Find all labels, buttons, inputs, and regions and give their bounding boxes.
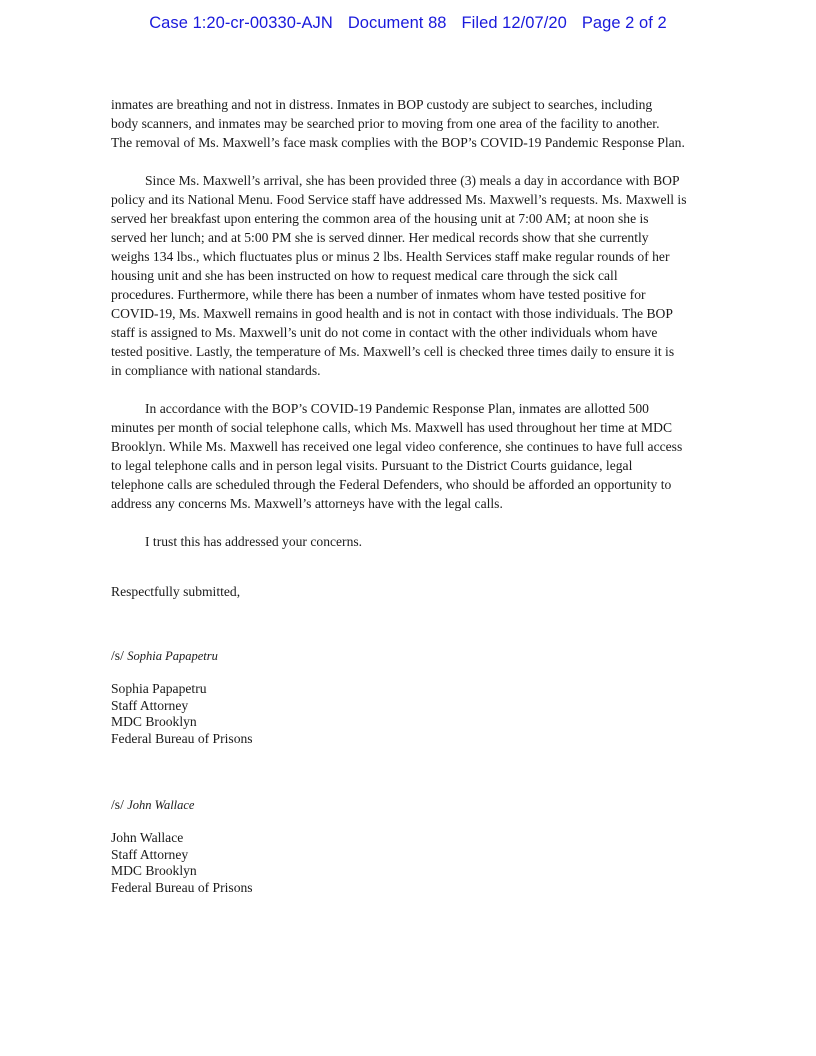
text-line: body scanners, and inmates may be searched prior to moving from one area of the facility to another. <box>111 116 660 131</box>
paragraph-meals-health <box>111 171 711 380</box>
text-line: housing unit and she has been instructed on how to request medical care through the sick call <box>111 268 618 283</box>
signature-block-1 <box>111 681 253 747</box>
text-line: I trust this has addressed your concerns. <box>145 534 363 549</box>
signature-prefix: /s/ <box>111 797 128 812</box>
signer-agency: Federal Bureau of Prisons <box>111 879 253 895</box>
text-line: tested positive. Lastly, the temperature of Ms. Maxwell’s cell is checked three times daily to ensure it is <box>111 344 675 359</box>
text-line: staff is assigned to Ms. Maxwell’s unit do not come in contact with the other individuals whom have <box>111 325 658 340</box>
paragraph-closing-remark <box>111 532 711 551</box>
signer-name: John Wallace <box>111 830 184 845</box>
text-line: The removal of Ms. Maxwell’s face mask complies with the BOP’s COVID-19 Pandemic Response Plan. <box>111 135 685 150</box>
closing <box>111 582 711 601</box>
page-indicator: Page 2 of 2 <box>581 14 667 32</box>
text-line: COVID-19, Ms. Maxwell remains in good health and is not in contact with those individuals. The BOP <box>111 306 673 321</box>
signature-prefix: /s/ <box>111 648 128 663</box>
signature-name: Sophia Papapetru <box>127 649 218 663</box>
text-line: served her lunch; and at 5:00 PM she is served dinner. Her medical records show that she currently <box>111 230 649 245</box>
text-line: inmates are breathing and not in distress. Inmates in BOP custody are subject to searches, including <box>111 97 653 112</box>
document-number: Document 88 <box>347 14 447 32</box>
filed-date: Filed 12/07/20 <box>461 14 567 32</box>
signer-office: MDC Brooklyn <box>111 863 197 878</box>
text-line: Brooklyn. While Ms. Maxwell has received one legal video conference, she continues to have full access <box>111 439 683 454</box>
signer-agency: Federal Bureau of Prisons <box>111 730 253 746</box>
text-line: to legal telephone calls and in person legal visits. Pursuant to the District Courts guidance, legal <box>111 458 633 473</box>
text-line: minutes per month of social telephone calls, which Ms. Maxwell has used throughout her time at MDC <box>111 420 673 435</box>
signer-title: Staff Attorney <box>111 846 189 862</box>
electronic-signature-1 <box>111 648 218 664</box>
case-number: Case 1:20-cr-00330-AJN <box>149 14 333 32</box>
signer-office: MDC Brooklyn <box>111 714 197 729</box>
text-line: policy and its National Menu. Food Service staff have addressed Ms. Maxwell’s requests. Ms. Maxwell is <box>111 192 687 207</box>
text-line: telephone calls are scheduled through the Federal Defenders, who should be afforded an opportunity to <box>111 477 672 492</box>
paragraph-telephone-calls <box>111 399 711 513</box>
ecf-header <box>0 14 816 33</box>
signature-block-2 <box>111 830 253 896</box>
closing-text: Respectfully submitted, <box>111 584 241 599</box>
signature-name: John Wallace <box>127 798 195 812</box>
text-line: procedures. Furthermore, while there has been a number of inmates whom have tested positive for <box>111 287 646 302</box>
signer-name: Sophia Papapetru <box>111 681 207 696</box>
text-line: weighs 134 lbs., which fluctuates plus or minus 2 lbs. Health Services staff make regular rounds of her <box>111 249 670 264</box>
text-line: In accordance with the BOP’s COVID-19 Pandemic Response Plan, inmates are allotted 500 <box>145 401 649 416</box>
text-line: in compliance with national standards. <box>111 363 321 378</box>
text-line: Since Ms. Maxwell’s arrival, she has been provided three (3) meals a day in accordance with BOP <box>145 173 680 188</box>
text-line: address any concerns Ms. Maxwell’s attorneys have with the legal calls. <box>111 496 503 511</box>
text-line: served her breakfast upon entering the common area of the housing unit at 7:00 AM; at noon she is <box>111 211 649 226</box>
electronic-signature-2 <box>111 797 194 813</box>
paragraph-continuation <box>111 95 711 152</box>
signer-title: Staff Attorney <box>111 697 189 713</box>
